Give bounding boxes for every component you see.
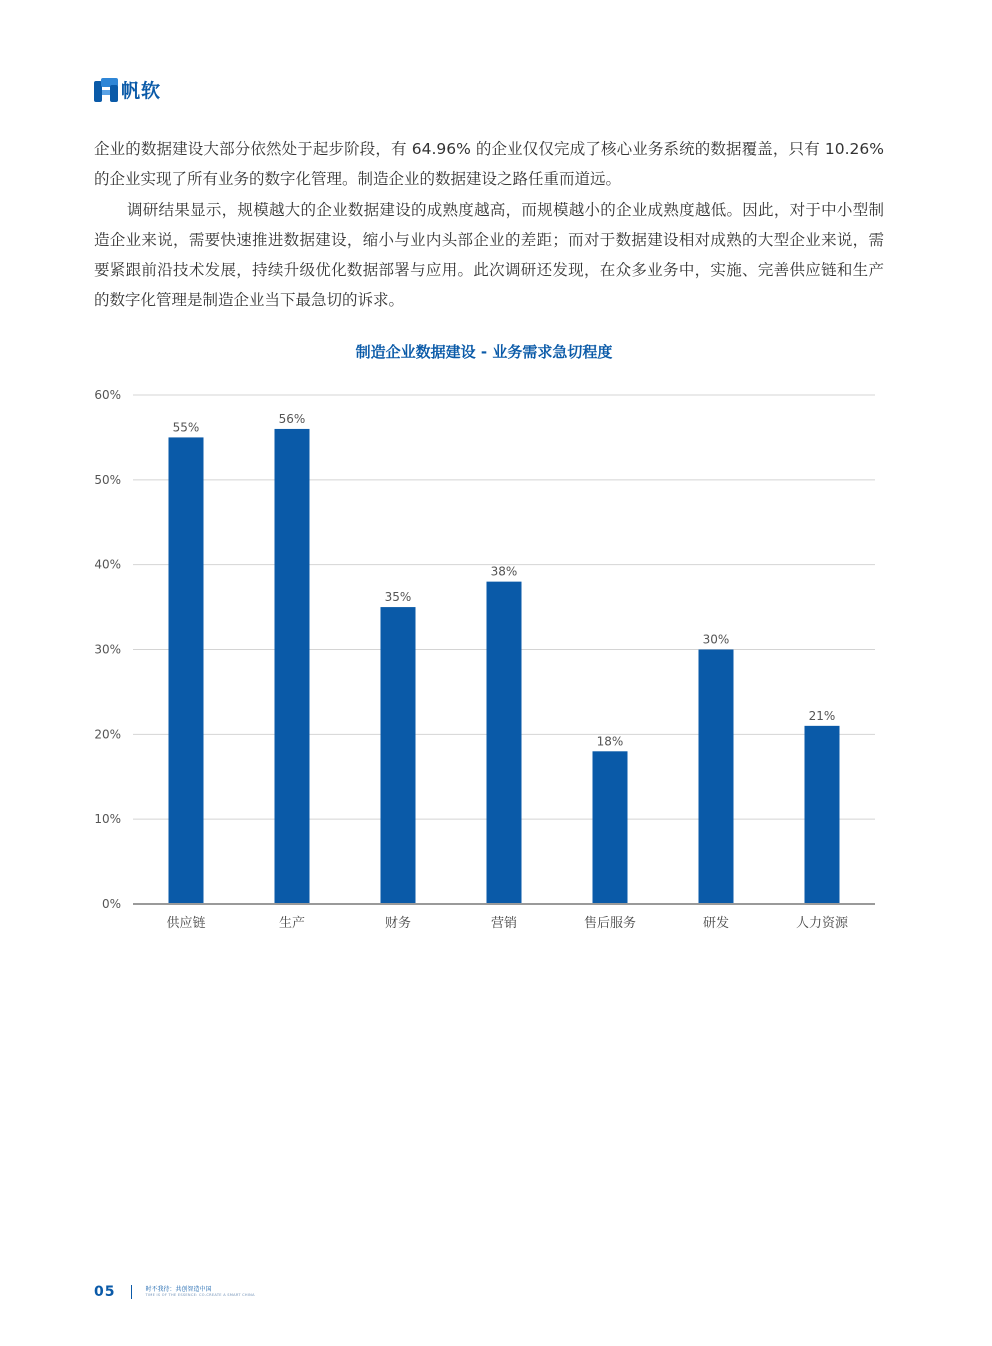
footer-slogan-cn: 时不我待：共创智造中国 (145, 1286, 212, 1293)
x-category-label: 生产 (278, 916, 306, 931)
y-tick-label: 30% (94, 642, 121, 657)
brand-logo (94, 76, 161, 103)
bar (699, 650, 734, 905)
brand-name: 帆软 (121, 80, 162, 102)
bar-value-label: 56% (278, 411, 306, 426)
bar (381, 607, 416, 904)
footer-divider (131, 1285, 132, 1299)
page-footer (94, 1284, 255, 1300)
bar-value-label: 38% (490, 564, 518, 579)
x-category-label: 研发 (702, 916, 730, 931)
bar (275, 429, 310, 904)
page-number: 05 (94, 1284, 116, 1300)
body-paragraph-1: 企业的数据建设大部分依然处于起步阶段，有 64.96% 的企业仅仅完成了核心业务系统的数据覆盖，只有 10.26% 的企业实现了所有业务的数字化管理。制造企业的数据建设之路任重而道远。 (94, 140, 884, 188)
chart-title: 制造企业数据建设 - 业务需求急切程度 (355, 343, 613, 361)
bar-chart (0, 370, 992, 950)
bar-value-label: 30% (702, 632, 730, 647)
footer-slogan (145, 1286, 254, 1298)
x-category-label: 营销 (490, 916, 518, 931)
bar-value-label: 18% (596, 734, 624, 749)
y-tick-label: 40% (94, 557, 121, 572)
x-category-label: 财务 (384, 916, 412, 931)
bar (487, 582, 522, 904)
fanruan-logo-icon (94, 78, 118, 102)
bar (169, 437, 204, 904)
footer-slogan-en: TIME IS OF THE ESSENCE: CO-CREATE A SMART CHINA (145, 1293, 255, 1297)
bar-value-label: 55% (172, 420, 200, 435)
bar (593, 751, 628, 904)
y-tick-label: 0% (101, 897, 121, 911)
y-tick-label: 50% (94, 472, 121, 487)
bar-value-label: 21% (808, 708, 836, 723)
y-tick-label: 20% (94, 727, 121, 742)
x-category-label: 供应链 (166, 916, 206, 931)
x-category-label: 售后服务 (583, 916, 637, 931)
y-tick-label: 10% (94, 812, 121, 827)
x-category-label: 人力资源 (795, 916, 849, 931)
bar-value-label: 35% (384, 590, 412, 605)
y-tick-label: 60% (94, 388, 121, 402)
bar (805, 726, 840, 904)
body-paragraph-2: 调研结果显示，规模越大的企业数据建设的成熟度越高，而规模越小的企业成熟度越低。因此，对于中小型制造企业来说，需要快速推进数据建设，缩小与业内头部企业的差距；而对于数据建设相对成熟的大型企业来说，需要紧跟前沿技术发展，持续升级优化数据部署与应用。此次调研还发现，在众多业务中，实施、完善供应链和生产的数字化管理是制造企业当下最急切的诉求。 (94, 201, 884, 309)
